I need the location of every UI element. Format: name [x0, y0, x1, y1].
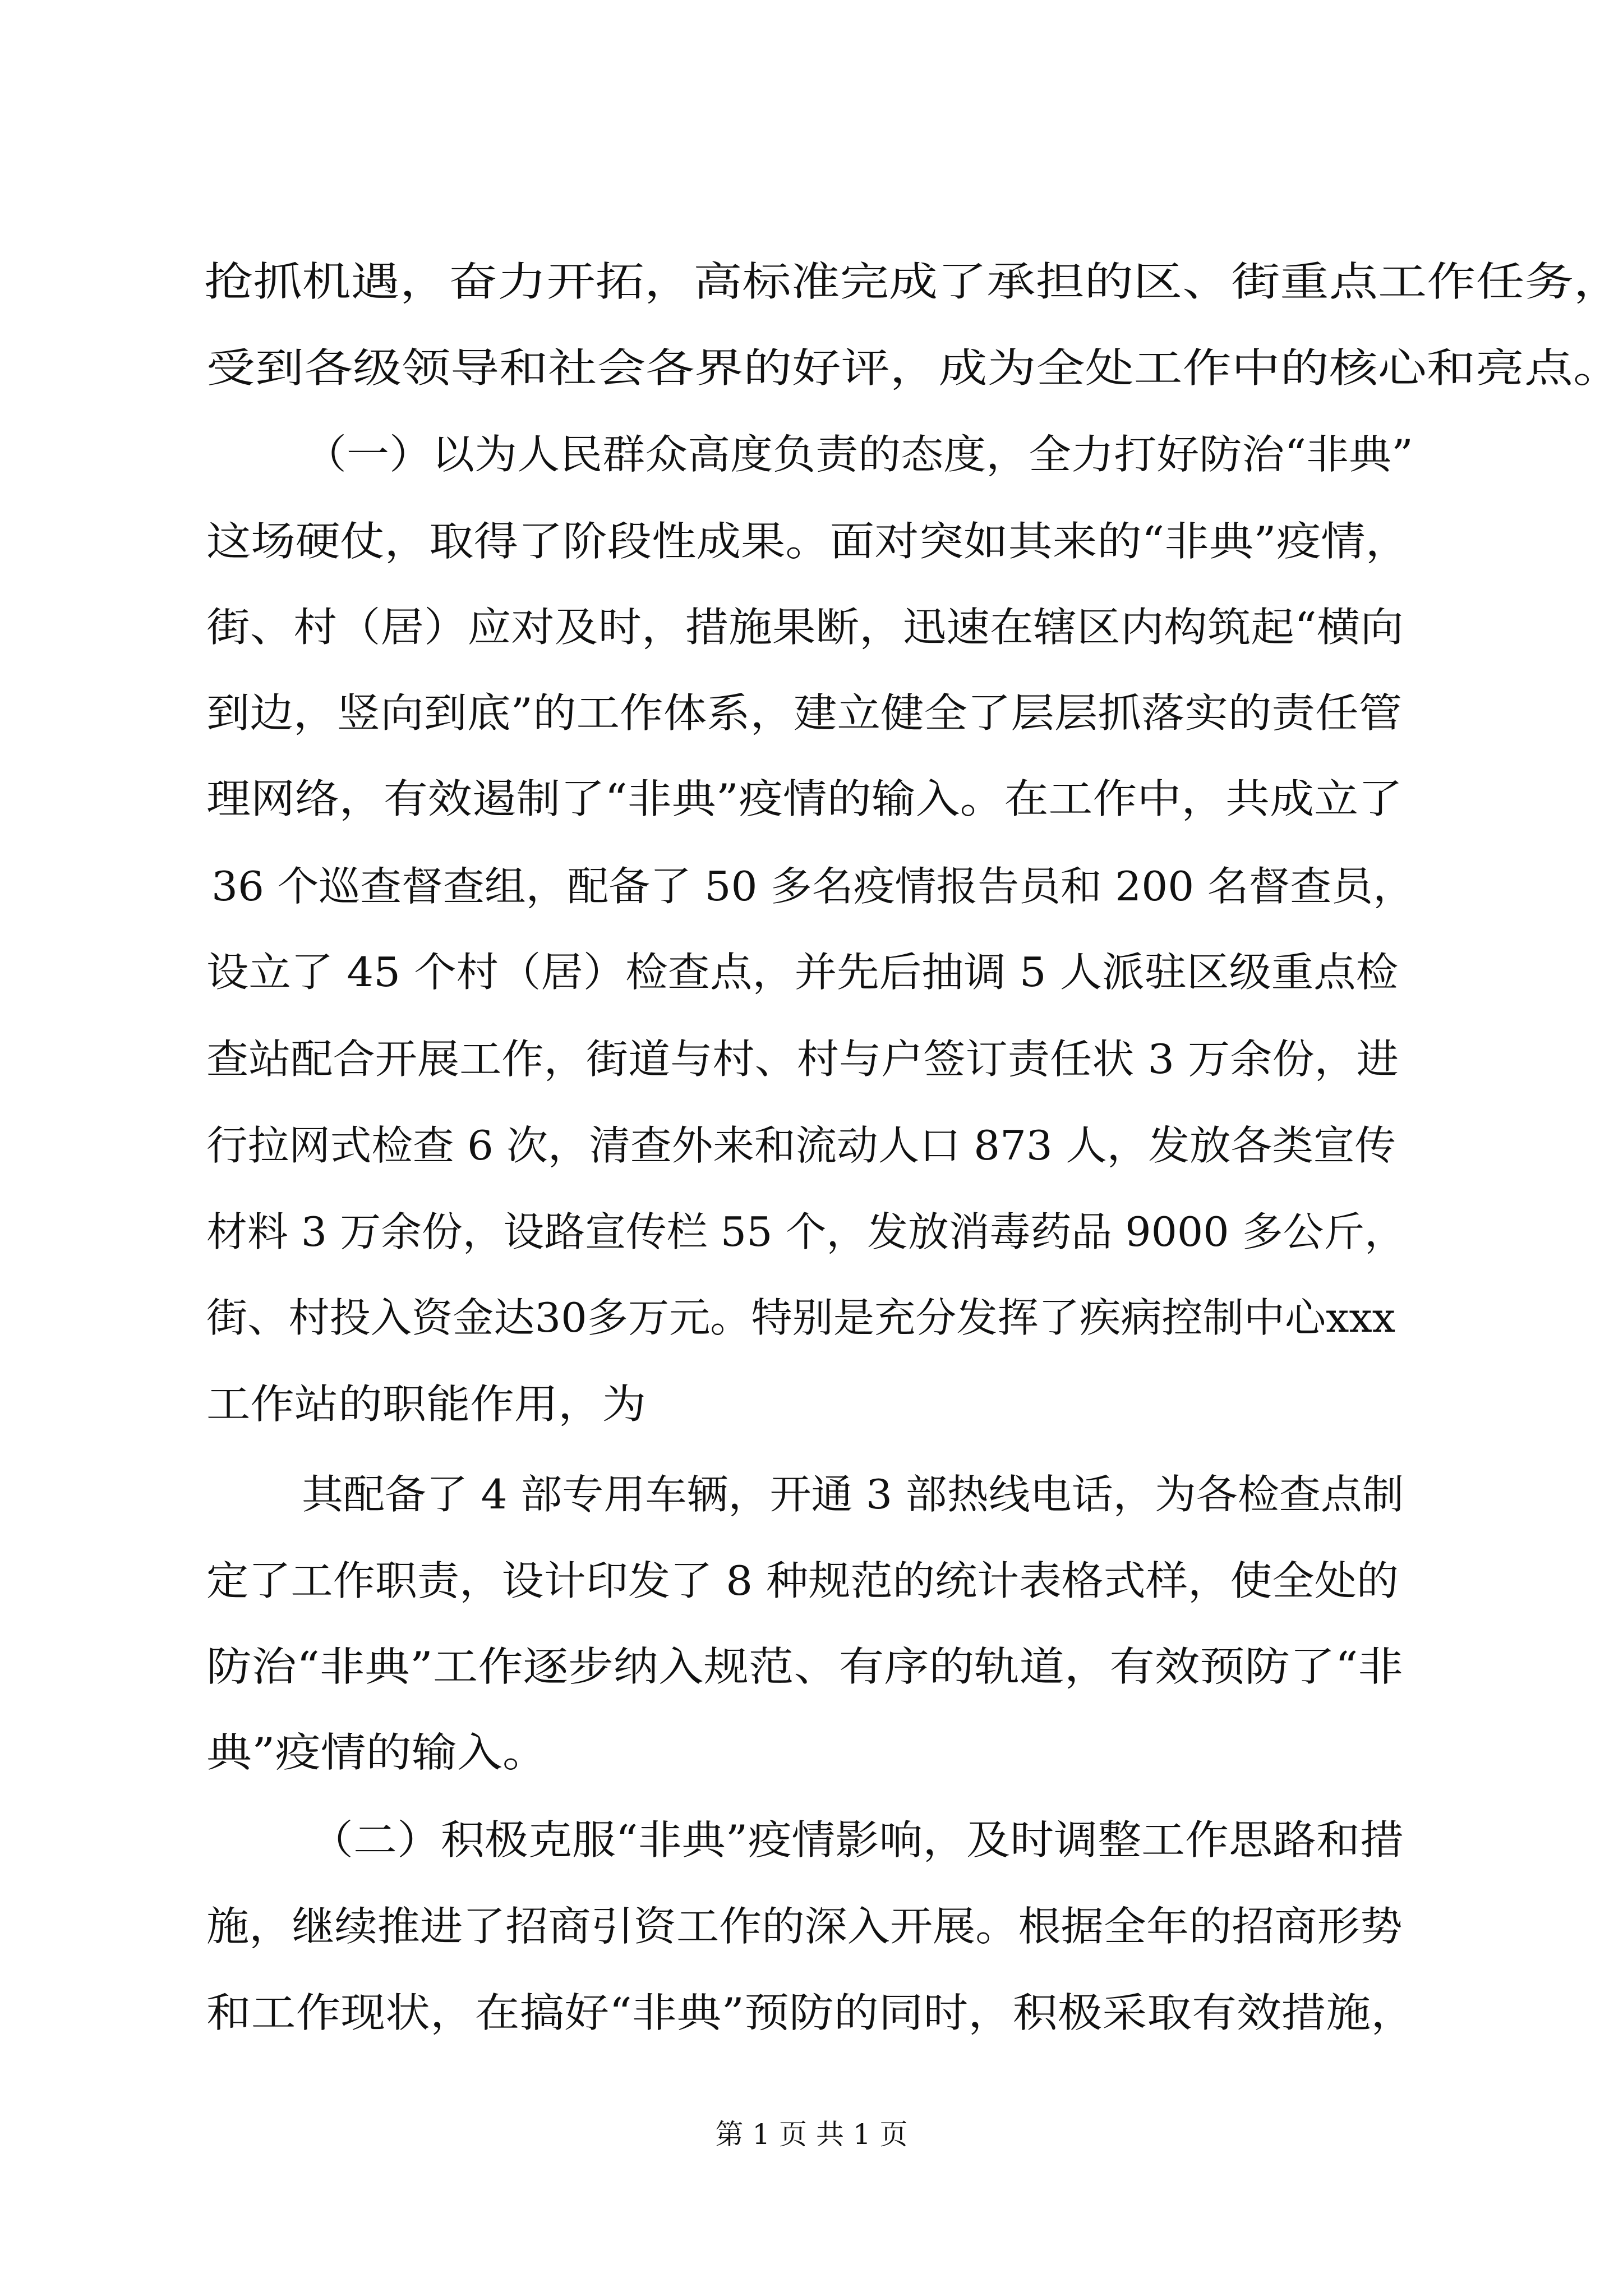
text-line: [0, 248, 1623, 315]
text-line-content: 行拉网式检查 6 次，清查外来和流动人口 873 人，发放各类宣传: [206, 1122, 1396, 1169]
text-line: [0, 593, 1623, 661]
text-line: [0, 679, 1623, 747]
text-line: [0, 421, 1623, 488]
text-line: [0, 938, 1623, 1006]
text-line: [0, 1112, 1623, 1179]
page-number-footer: 第 1 页 共 1 页: [715, 2118, 908, 2151]
text-line: [0, 1198, 1623, 1266]
text-line-content: 设立了 45 个村（居）检查点，并先后抽调 5 人派驻区级重点检: [206, 949, 1398, 996]
text-line: [0, 1547, 1623, 1614]
text-line: [0, 1633, 1623, 1700]
text-line-content: 查站配合开展工作，街道与村、村与户签订责任状 3 万余份，进: [206, 1036, 1399, 1083]
text-line: [0, 1025, 1623, 1093]
text-line-content: 施，继续推进了招商引资工作的深入开展。根据全年的招商形势: [206, 1903, 1403, 1950]
text-line-content: 抢抓机遇，奋力开拓，高标准完成了承担的区、街重点工作任务，: [204, 258, 1622, 305]
text-line: [0, 1284, 1623, 1351]
text-line-content: 36 个巡查督查组，配备了 50 多名疫情报告员和 200 名督查员，: [211, 863, 1414, 910]
text-line-content: 这场硬仗，取得了阶段性成果。面对突如其来的“非典”疫情，: [206, 518, 1410, 565]
text-line-content: 典”疫情的输入。: [206, 1729, 548, 1776]
text-line-content: 定了工作职责，设计印发了 8 种规范的统计表格式样，使全处的: [206, 1557, 1399, 1604]
text-line-content: 防治“非典”工作逐步纳入规范、有序的轨道，有效预防了“非: [206, 1643, 1403, 1690]
text-line: [0, 853, 1623, 920]
text-line: [0, 508, 1623, 575]
text-line: [0, 765, 1623, 832]
text-line: [0, 1893, 1623, 1960]
text-line-content: 和工作现状，在搞好“非典”预防的同时，积极采取有效措施，: [206, 1989, 1415, 2036]
text-line: [0, 334, 1623, 402]
text-line: [0, 1370, 1623, 1438]
text-line-content: 到边，竖向到底”的工作体系，建立健全了层层抓落实的责任管: [206, 689, 1402, 737]
text-line-content: 理网络，有效遏制了“非典”疫情的输入。在工作中，共成立了: [206, 775, 1403, 822]
text-line: [0, 1979, 1623, 2046]
text-line-content: （二）积极克服“非典”疫情影响，及时调整工作思路和措: [310, 1816, 1404, 1864]
text-line: [0, 1806, 1623, 1874]
text-line-content: 其配备了 4 部专用车辆，开通 3 部热线电话，为各检查点制: [302, 1471, 1404, 1518]
text-line: [0, 1461, 1623, 1528]
text-line: [0, 1719, 1623, 1786]
text-line-content: 材料 3 万余份，设路宣传栏 55 个，发放消毒药品 9000 多公斤，: [206, 1208, 1405, 1255]
text-line-content: （一）以为人民群众高度负责的态度，全力打好防治“非典”: [304, 431, 1413, 478]
text-line-content: 受到各级领导和社会各界的好评，成为全处工作中的核心和亮点。: [206, 344, 1622, 392]
text-line-content: 工作站的职能作用，为: [206, 1381, 646, 1428]
text-line-content: 街、村（居）应对及时，措施果断，迅速在辖区内构筑起“横向: [206, 604, 1404, 651]
text-line-content: 街、村投入资金达30多万元。特别是充分发挥了疾病控制中心xxx: [206, 1294, 1395, 1341]
